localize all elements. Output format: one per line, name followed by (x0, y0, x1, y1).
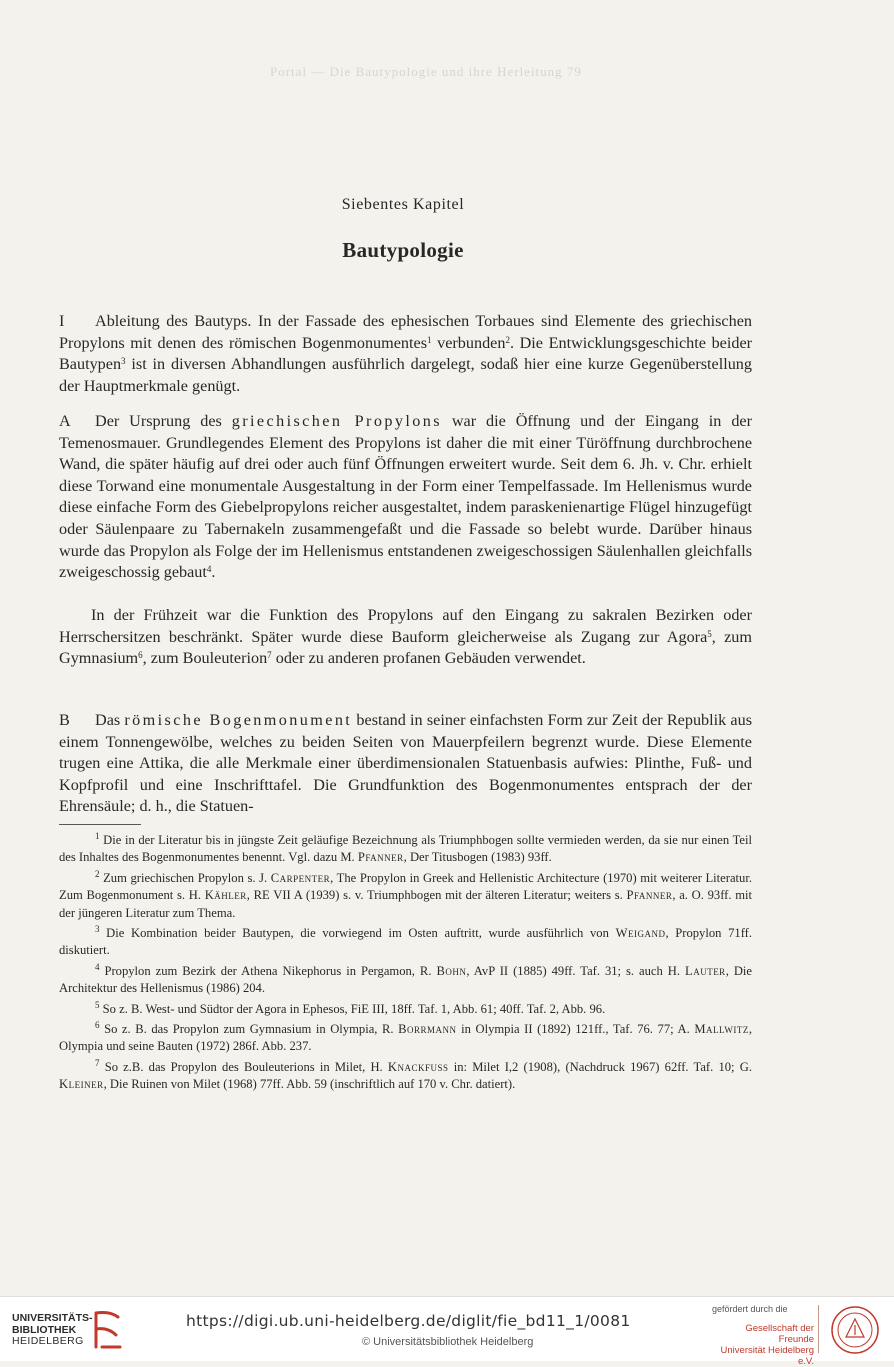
footnote-4: $^4$ Propylon zum Bezirk der Athena Nikephorus in Pergamon, R. Bohn, AvP II (1885) 49ff. Taf. 31; s. auch H. Lauter, Die Architektur des Hellenismus (1986) 204. (59, 961, 753, 996)
footnote-ref[interactable]: 7 (267, 650, 272, 661)
footnote-5: $^5$ So z. B. West- und Südtor der Agora in Ephesos, FiE III, 18ff. Taf. 1, Abb. 61; 40ff. Taf. 2, Abb. 96. (95, 999, 606, 1016)
footnote-3: $^3$ Die Kombination beider Bautypen, die vorwiegend im Osten auftritt, wurde ausführlich von Weigand, Propylon 71ff. diskutiert. (59, 924, 753, 958)
viewer-footer (0, 1296, 894, 1367)
paragraph-b: B Das römische Bogenmonument bestand in seiner einfachsten Form zur Zeit der Republik aus einem Tonnengewölbe, welches zu beiden Seiten von Mauerpfeilern begrenzt wurde. Diese Elemente trugen eine Attika, die alle Merkmale einer überdimensionalen Statuenbasis aufwies: Plinthe, Fuß- und Kopfprofil und eine Inschrifttafel. Die Grundfunktion des Bogenmonumentes entsprach der der Ehrensäule; d. h., die Statuen- (59, 711, 752, 816)
spaced-emphasis: römische Bogenmonument (124, 711, 353, 729)
section-label: B (59, 711, 70, 729)
footnote-6: $^6$ So z. B. das Propylon zum Gymnasium in Olympia, R. Borrmann in Olympia II (1892) 121ff., Taf. 76. 77; A. Mallwitz, Olympia und seine Bauten (1972) 286f. Abb. 237. (59, 1020, 752, 1054)
university-seal-icon (830, 1305, 880, 1355)
footnote-7: $^7$ So z.B. das Propylon des Bouleuterions in Milet, H. Knackfuss in: Milet I,2 (1908), (Nachdruck 1967) 62ff. Taf. 10; G. Kleiner, Die Ruinen von Milet (1968) 77ff. Abb. 59 (inschriftlich auf 170 v. Chr. datiert). (59, 1057, 752, 1092)
bleed-through-header: Portal — Die Bautypologie und ihre Herleitung 79 (270, 64, 582, 79)
copyright-notice: © Universitätsbibliothek Heidelberg (362, 1336, 534, 1348)
paragraph-a-continued: In der Frühzeit war die Funktion des Propylons auf den Eingang zu sakralen Bezirken oder Herrschersitzen beschränkt. Später wurde diese Bauform gleicherweise als Zugang zur Agora$^5$, zum Gymnasium$^6$, zum Bouleuterion$^7$ oder zu anderen profanen Gebäuden verwendet. (59, 606, 752, 668)
footnote-ref[interactable]: 6 (138, 650, 143, 661)
paragraph-a: A Der Ursprung des griechischen Propylons war die Öffnung und der Eingang in der Temenosmauer. Grundlegendes Element des Propylons ist daher die mit einer Türöffnung durchbrochene Wand, die später häufig auf drei oder auch fünf Öffnungen erweitert wurde. Seit dem 6. Jh. v. Chr. erhielt diese Torwand eine monumentale Ausgestaltung in der Form einer Tempelfassade. Im Hellenismus wurde diese einfache Form des Giebelpropylons reicher ausgestaltet, indem paraskenienartige Flügel hinzugefügt oder Säulenpaare zu Tabernakeln zusammengefaßt und die Fassade so belebt wurde. Darüber hinaus wurde das Propylon als Folge der im Hellenismus entstandenen zweigeschossigen Säulenhallen gleichfalls zweigeschossig gebaut$^4$. (59, 412, 752, 582)
spaced-emphasis: griechischen Propylons (231, 412, 442, 430)
section-label: I (59, 312, 65, 330)
footnote-ref[interactable]: 4 (206, 564, 212, 575)
sponsor-name[interactable]: Gesellschaft der Freunde Universität Heidelberg e.V. (720, 1323, 814, 1367)
paragraph-i: I Ableitung des Bautyps. In der Fassade des ephesischen Torbaues sind Elemente des griechischen Propylons mit denen des römischen Bogenmonumentes$^1$ verbunden$^2$. Die Entwicklungsgeschichte beider Bautypen$^3$ ist in diversen Abhandlungen ausführlich dargelegt, sodaß hier eine kurze Gegenüberstellung der Hauptmerkmale genügt. (59, 312, 753, 395)
footnote-2: $^2$ Zum griechischen Propylon s. J. Carpenter, The Propylon in Greek and Hellenistic Architecture (1970) mit weiterer Literatur. Zum Bogenmonument s. H. Kähler, RE VII A (1939) s. v. Triumphbogen mit der älteren Literatur; weiters s. Pfanner, a. O. 93ff. mit der jüngeren Literatur zum Thema. (59, 868, 753, 920)
library-logo-text[interactable]: UNIVERSITÄTS- BIBLIOTHEK HEIDELBERG (12, 1312, 93, 1347)
section-label: A (59, 412, 71, 430)
footnote-divider (59, 824, 141, 825)
permalink-url[interactable]: https://digi.ub.uni-heidelberg.de/diglit/fie_bd11_1/0081 (186, 1312, 631, 1330)
chapter-heading: Siebentes Kapitel (341, 196, 465, 213)
footnote-ref[interactable]: 1 (427, 334, 432, 345)
footnote-ref[interactable]: 2 (505, 334, 510, 345)
page-title: Bautypologie (342, 238, 464, 262)
footnote-ref[interactable]: 3 (121, 356, 126, 367)
sponsor-divider (818, 1305, 819, 1353)
library-logo-icon[interactable] (92, 1307, 124, 1351)
sponsor-caption: gefördert durch die (712, 1304, 788, 1314)
footnote-1: $^1$ Die in der Literatur bis in jüngste Zeit geläufige Bezeichnung als Triumphbogen sollte vermieden werden, da sie nur einen Teil des Inhaltes des Bogenmonumentes benennt. Vgl. dazu M. Pfanner, Der Titusbogen (1983) 93ff. (59, 831, 752, 865)
footnote-ref[interactable]: 5 (707, 628, 712, 639)
footnotes (59, 832, 752, 1097)
